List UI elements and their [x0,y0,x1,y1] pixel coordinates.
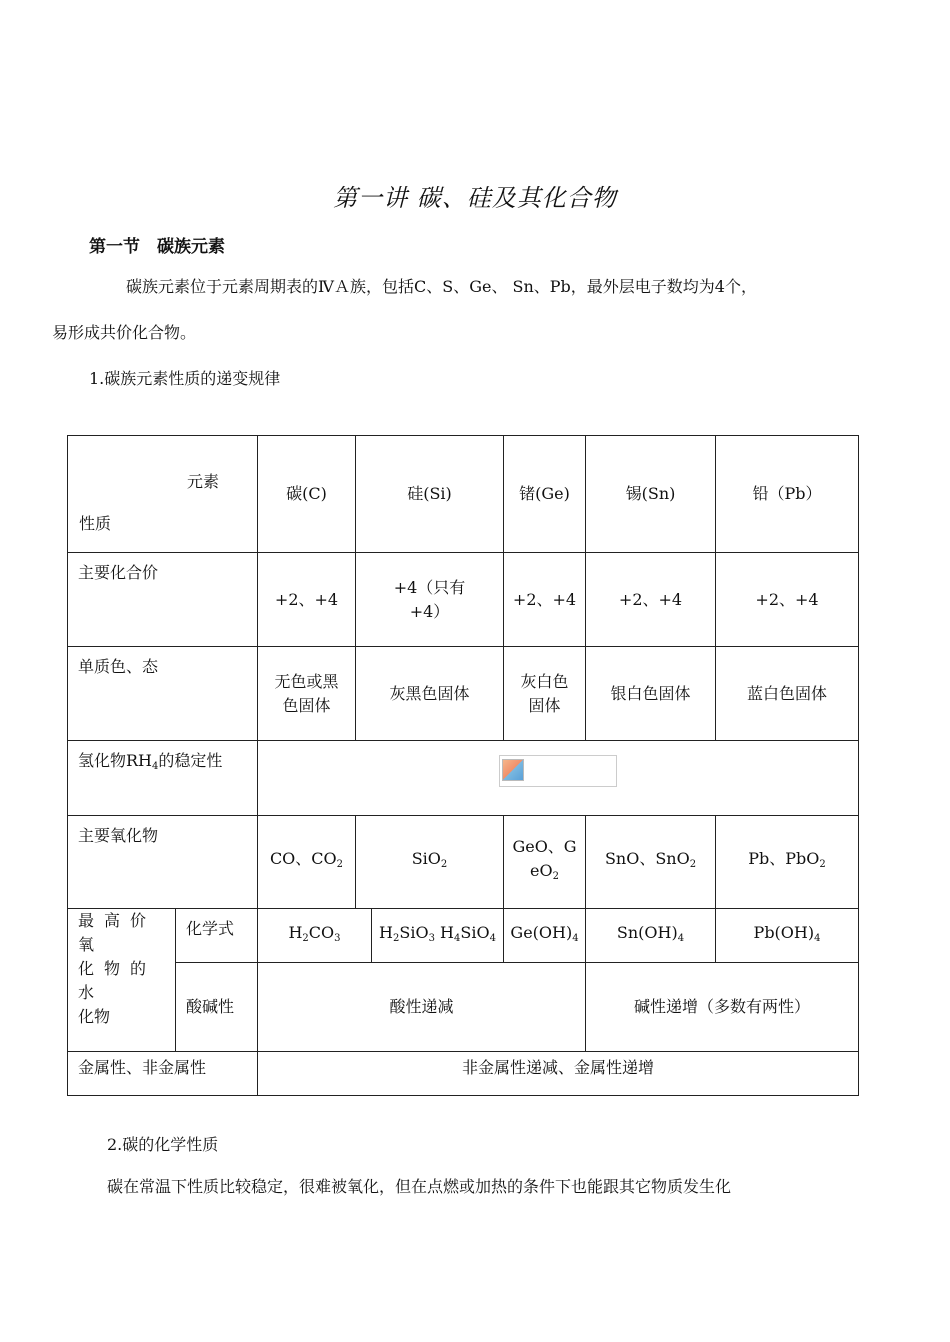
hydride-image-cell [258,741,859,816]
element-silicon: 硅(Si) [356,436,504,553]
state-carbon: 无色或黑 色固体 [258,647,356,741]
formula-lead: $Pb(OH)_4$ [716,909,859,963]
oxide-tin: SnO、SnO$_2$ [586,816,716,909]
header-element-label: 元素 [186,472,219,491]
acidity-left: 酸性递减 [258,963,586,1052]
element-lead: 铅（Pb） [716,436,859,553]
paragraph-2: 碳在常温下性质比较稳定，很难被氧化，但在点燃或加热的条件下也能跟其它物质发生化 [107,1177,732,1196]
valence-lead: +2、+4 [716,553,859,647]
hydride-label: 氢化物$RH_4$的稳定性 [68,741,258,816]
broken-image-icon [499,755,617,787]
formula-silicon: $H_2SiO_3$ $H_4SiO_4$ [372,909,504,963]
hydroxide-label: 最高价氧 化物的水 化物 [68,909,176,1052]
state-germanium: 灰白色 固体 [504,647,586,741]
page-title: 第一讲 碳、硅及其化合物 [333,184,617,212]
formula-germanium: $Ge(OH)_4$ [504,909,586,963]
element-carbon: 碳(C) [258,436,356,553]
formula-tin: $Sn(OH)_4$ [586,909,716,963]
state-tin: 银白色固体 [586,647,716,741]
subheading-2: 2.碳的化学性质 [107,1135,219,1154]
properties-table [67,435,859,1096]
valence-silicon: +4（只有 +4） [356,553,504,647]
subheading-1: 1.碳族元素性质的递变规律 [89,369,281,388]
formula-label: 化学式 [176,909,258,963]
intro-line-1: 碳族元素位于元素周期表的ⅣＡ族，包括C、S、Ge、 Sn、Pb，最外层电子数均为4个， [126,277,757,296]
intro-paragraph [52,264,869,356]
element-tin: 锡(Sn) [586,436,716,553]
oxide-label: 主要氧化物 [68,816,258,909]
valence-label: 主要化合价 [68,553,258,647]
metal-value: 非金属性递减、金属性递增 [258,1052,859,1096]
state-silicon: 灰黑色固体 [356,647,504,741]
valence-carbon: +2、+4 [258,553,356,647]
header-diagonal-cell [68,436,258,553]
oxide-lead: Pb、PbO$_2$ [716,816,859,909]
acidity-label: 酸碱性 [176,963,258,1052]
header-property-label: 性质 [79,514,112,533]
oxide-germanium: GeO、G $eO_2$ [504,816,586,909]
acidity-right: 碱性递增（多数有两性） [586,963,859,1052]
valence-tin: +2、+4 [586,553,716,647]
oxide-carbon: CO、$CO_2$ [258,816,356,909]
valence-germanium: +2、+4 [504,553,586,647]
state-label: 单质色、态 [68,647,258,741]
metal-label: 金属性、非金属性 [68,1052,258,1096]
state-lead: 蓝白色固体 [716,647,859,741]
section-heading: 第一节 碳族元素 [89,237,225,257]
formula-carbon: $H_2CO_3$ [258,909,372,963]
oxide-silicon: SiO$_2$ [356,816,504,909]
element-germanium: 锗(Ge) [504,436,586,553]
intro-line-2: 易形成共价化合物。 [52,323,197,342]
